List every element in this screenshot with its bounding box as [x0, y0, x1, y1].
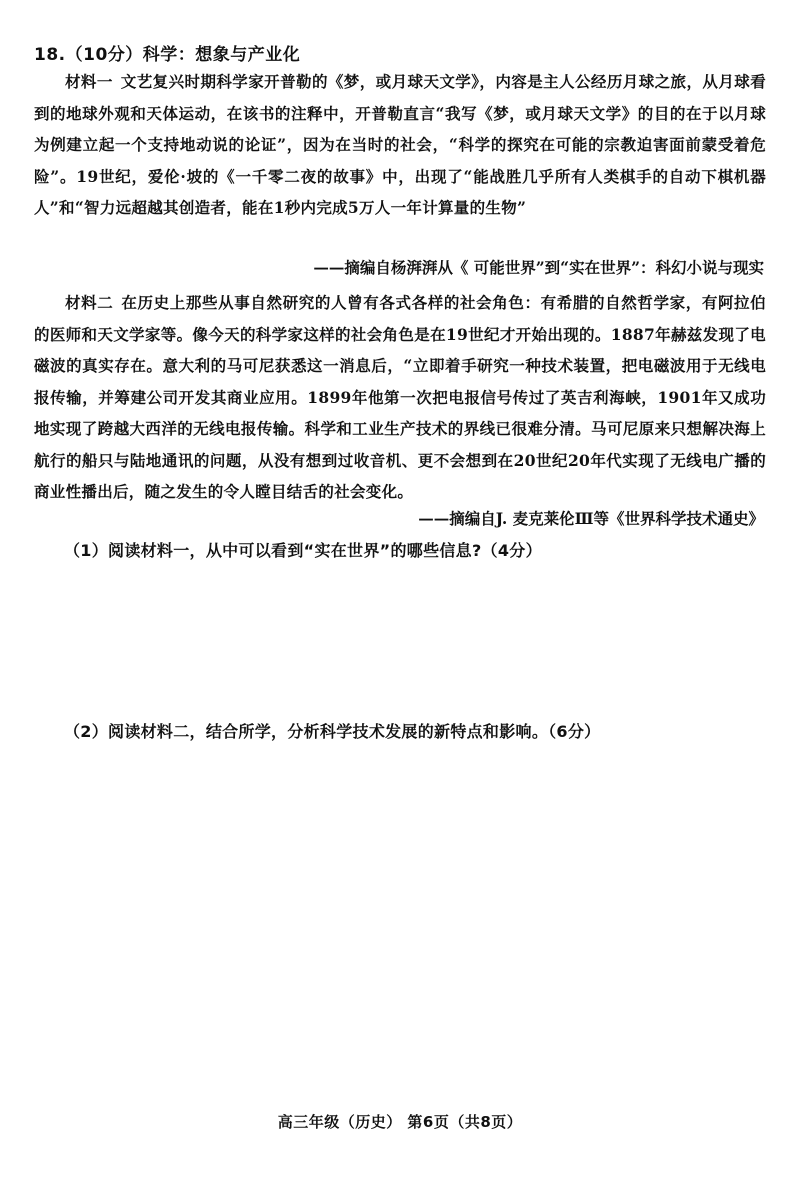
material-one [34, 66, 766, 224]
sub-question-1: （1）阅读材料一，从中可以看到“实在世界”的哪些信息?（4分） [64, 541, 542, 560]
material-two-text: 在历史上那些从事自然研究的人曾有各式各样的社会角色：有希腊的自然哲学家，有阿拉伯的医师和天文学家等。像今天的科学家这样的社会角色是在19世纪才开始出现的。1887年赫兹发现了电磁波的真实存在。意大利的马可尼获悉这一消息后，“立即着手研究一种技术装置，把电磁波用于无线电报传输，并筹建公司开发其商业应用。1899年他第一次把电报信号传过了英吉利海峡，1901年又成功地实现了跨越大西洋的无线电报传输。科学和工业生产技术的界线已很难分清。马可尼原来只想解决海上航行的船只与陆地通讯的问题，从没有想到过收音机、更不会想到在20世纪20年代实现了无线电广播的商业性播出后，随之发生的令人瞠目结舌的社会变化。 [34, 293, 766, 501]
page-footer: 高三年级（历史） 第6页（共8页） [277, 1113, 523, 1131]
material-one-label: 材料一 [65, 72, 113, 91]
material-two [34, 287, 766, 508]
material-two-label: 材料二 [65, 293, 114, 312]
material-one-text: 文艺复兴时期科学家开普勒的《梦，或月球天文学》，内容是主人公经历月球之旅，从月球看到的地球外观和天体运动，在该书的注释中，开普勒直言“我写《梦，或月球天文学》的目的在于以月球为例建立起一个支持地动说的论证”，因为在当时的社会，“科学的探究在可能的宗教迫害面前蒙受着危险”。19世纪，爱伦·坡的《一千零二夜的故事》中，出现了“能战胜几乎所有人类棋手的自动下棋机器人”和“智力远超越其创造者，能在1秒内完成5万人一年计算量的生物” [34, 72, 766, 217]
question-title: 18.（10分）科学：想象与产业化 [34, 45, 301, 65]
sub-question-2: （2）阅读材料二，结合所学，分析科学技术发展的新特点和影响。（6分） [64, 722, 601, 741]
material-one-source: ——摘编自杨湃湃从《 可能世界”到“实在世界”：科幻小说与现实 [313, 258, 764, 277]
material-two-source: ——摘编自J. 麦克莱伦Ⅲ等《世界科学技术通史》 [418, 509, 764, 528]
